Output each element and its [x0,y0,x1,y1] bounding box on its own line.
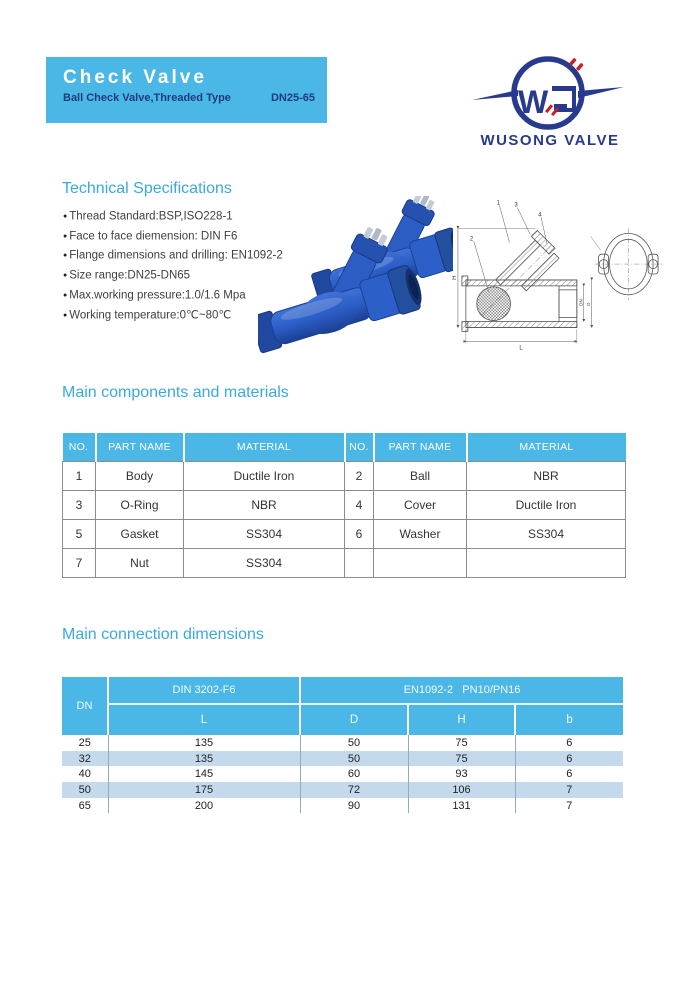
spec-item: ● Working temperature:0℃~80℃ [63,309,232,322]
table-row [63,549,626,578]
spec-item: ● Flange dimensions and drilling: EN1092-2 [63,249,283,262]
cell: 106 [408,782,515,798]
cell: SS304 [467,520,626,549]
cell: 65 [78,799,91,812]
header-cell: PART NAME [96,433,184,462]
cell: 175 [108,782,300,798]
table-row [63,462,626,491]
cell: 145 [108,766,300,782]
cell: 135 [108,751,300,767]
logo-right-wing [578,87,624,98]
table-row [62,782,623,798]
drawing-part-number: 1 [496,200,500,207]
cell: 32 [62,751,108,767]
cell: Body [96,462,184,491]
cell: NBR [467,462,626,491]
header-cell: MATERIAL [467,433,626,462]
cell: 135 [108,735,300,751]
cell: SS304 [184,549,345,578]
header-cell-dn: DN [62,677,108,735]
bullet-icon: ● [63,272,68,280]
cell: Ductile Iron [184,462,345,491]
components-heading: Main components and materials [62,384,289,401]
spec-item: ● Size range:DN25-DN65 [63,269,191,282]
cell: 60 [300,766,408,782]
cell: 131 [408,798,515,814]
header-cell: MATERIAL [184,433,345,462]
drawing-part-number: 4 [538,212,542,219]
cell: 1 [63,462,96,491]
cell: 75 [408,735,515,751]
header-cell: L [108,704,300,735]
cell: Gasket [96,520,184,549]
bullet-icon: ● [63,252,68,260]
size-range: DN25-65 [270,92,315,104]
brand-name: WUSONG VALVE [480,132,620,149]
cell: 4 [345,491,374,520]
bullet-icon: ● [63,291,68,299]
header-cell-din-standard: DIN 3202-F6 [108,677,300,704]
cell: 200 [108,798,300,814]
header-cell: PART NAME [374,433,467,462]
cell: SS304 [184,520,345,549]
cell: 2 [345,462,374,491]
drawing-part-number: 2 [469,236,474,243]
cell: 3 [63,491,96,520]
components-table [62,433,626,578]
cell: 6 [515,735,623,751]
product-subtitle: Ball Check Valve,Threaded Type [63,92,231,104]
table-row [62,751,623,767]
spec-item: ● Face to face diemension: DIN F6 [63,230,238,243]
header-cell: H [408,704,515,735]
cell: Ductile Iron [467,491,626,520]
product-photo [258,196,453,354]
spec-item: ● Thread Standard:BSP,ISO228-1 [63,210,233,223]
cell: 40 [78,768,91,781]
cell: 75 [408,751,515,767]
cell: 6 [515,751,623,767]
page-title: Check Valve [63,67,207,88]
cell: 7 [515,782,623,798]
table-row [63,491,626,520]
technical-drawing [452,192,665,352]
components-header-row [63,433,626,462]
title-banner [46,57,327,123]
cell [345,549,374,578]
header-cell: b [515,704,623,735]
header-cell: NO. [63,433,96,462]
logo-g-shape [552,86,576,112]
cell: 7 [63,549,96,578]
cell: NBR [184,491,345,520]
dimensions-table [62,677,623,813]
bullet-icon: ● [63,311,68,319]
cell [467,549,626,578]
bullet-icon: ● [63,232,68,240]
header-cell: NO. [345,433,374,462]
cell: 6 [515,766,623,782]
cell: 72 [300,782,408,798]
cell [374,549,467,578]
dim-label-dn: DN [578,299,584,306]
cell: 93 [408,766,515,782]
dimensions-group-header-row [62,677,623,704]
cell: 50 [62,782,108,798]
logo-letter-w: W [518,84,549,120]
cell: Ball [374,462,467,491]
dimensions-sub-header-row [62,704,623,735]
dim-label-h: H [452,275,458,280]
cell: 6 [345,520,374,549]
dim-label-d: D [586,302,592,306]
cell: 7 [515,798,623,814]
table-row [62,735,623,751]
cell: Washer [374,520,467,549]
table-row [62,766,623,782]
cell: 50 [300,751,408,767]
logo-left-wing [472,90,518,100]
header-cell-en-standard: EN1092-2 PN10/PN16 [300,677,623,704]
cell: Cover [374,491,467,520]
specs-heading: Technical Specifications [62,180,232,197]
table-row [63,520,626,549]
dimensions-heading: Main connection dimensions [62,626,264,643]
bullet-icon: ● [63,213,68,220]
header-cell: D [300,704,408,735]
cell: Nut [96,549,184,578]
table-row [62,798,623,814]
cell: 5 [63,520,96,549]
dim-label-l: L [519,345,523,352]
cell: 90 [300,798,408,814]
cell: O-Ring [96,491,184,520]
cell: 50 [300,735,408,751]
drawing-part-number: 3 [514,202,518,209]
spec-item: ● Max.working pressure:1.0/1.6 Mpa [63,289,246,302]
cell: 25 [78,736,91,749]
